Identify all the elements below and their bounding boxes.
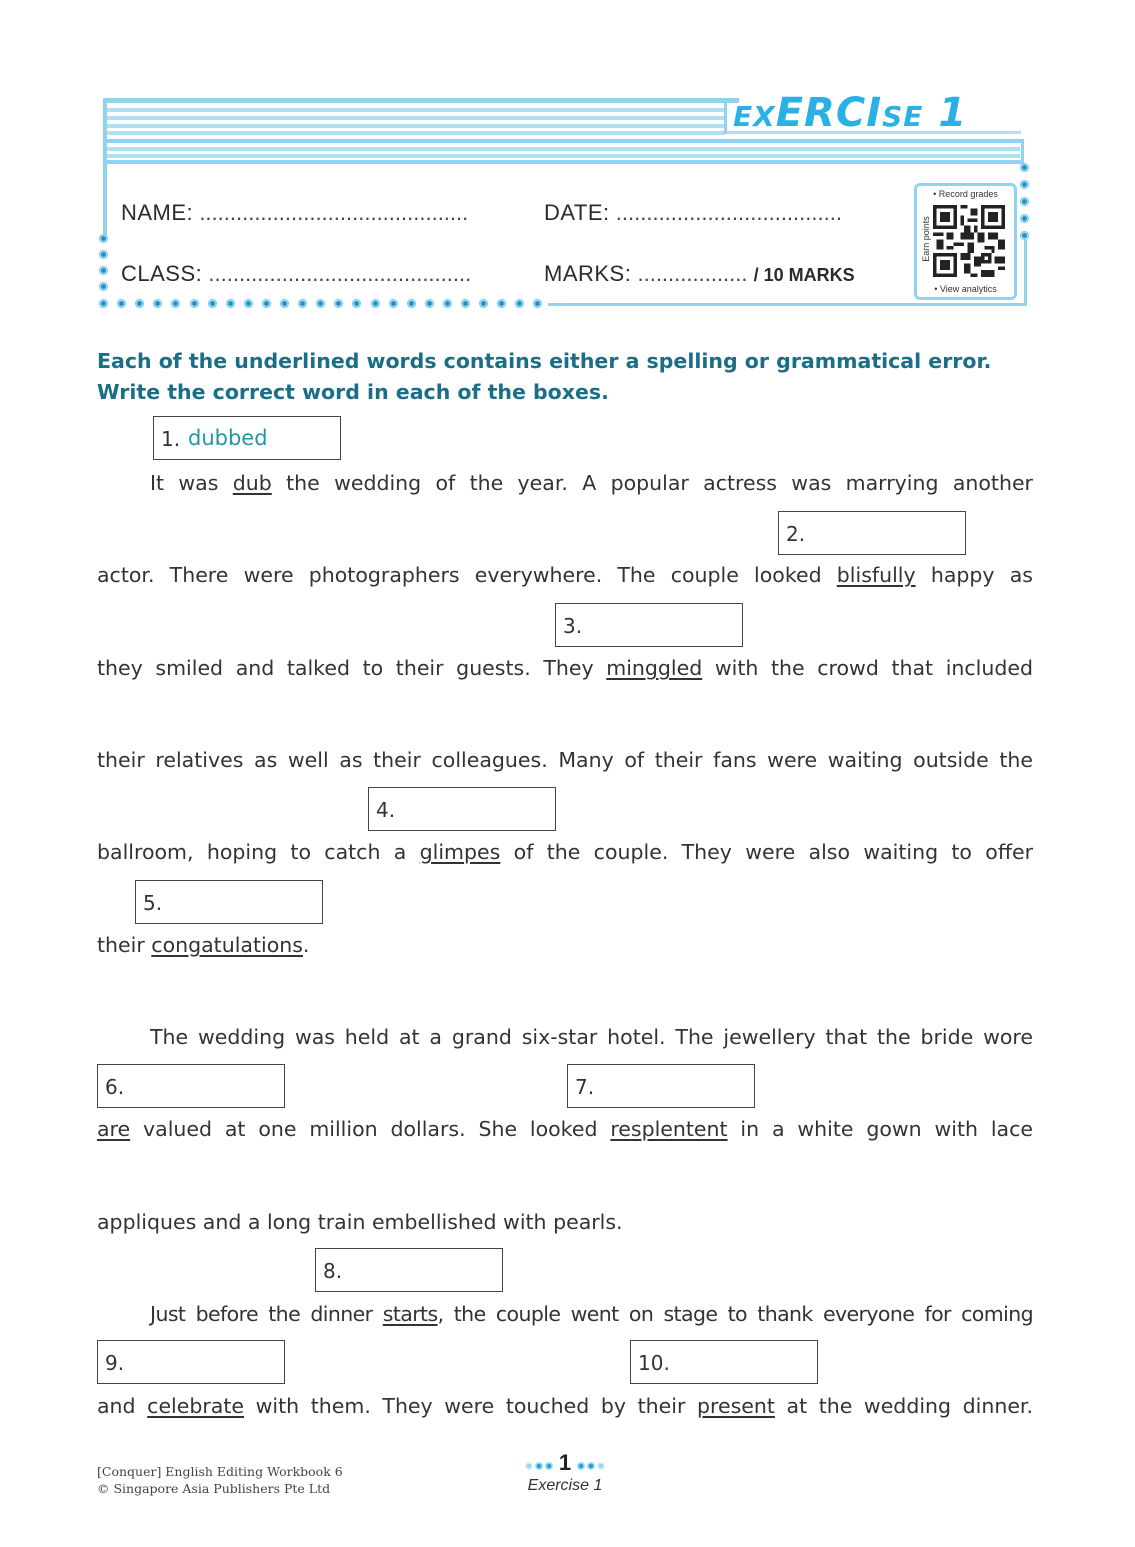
dot-ornament [135,299,144,308]
dot-ornament [515,299,524,308]
dot-ornament [244,299,253,308]
frame-right-lower [1024,240,1027,306]
class-field[interactable] [121,261,471,287]
exercise-title: EXERCISE 1 [733,90,968,136]
date-blank[interactable]: ..................................... [615,200,842,225]
error-word-7: resplentent [610,1117,728,1141]
passage-line-2: actor. There were photographers everywhere. The couple looked blisfully happy as [97,563,1033,587]
error-word-8: starts [382,1302,438,1326]
answer-number: 9. [105,1351,125,1375]
page-number: 1 [558,1450,572,1475]
page-label: Exercise 1 [527,1477,603,1494]
dot-ornament [171,299,180,308]
dot-ornament [479,299,488,308]
dot-ornament [280,299,289,308]
qr-code-icon[interactable] [933,203,1005,279]
instruction-line-2: Write the correct word in each of the boxes. [97,380,609,404]
error-word-3: minggled [606,656,703,680]
class-label: CLASS: [121,261,203,286]
dot-ornament [99,234,108,243]
dot-ornament [99,266,108,275]
error-word-4: glimpes [419,840,501,864]
instructions [97,346,1042,408]
dot-ornament [208,299,217,308]
frame-left [103,98,107,238]
dot-ornament [153,299,162,308]
dot-ornament [1020,163,1029,172]
name-blank[interactable]: ............................................ [199,200,469,225]
qr-bottom-label: • View analytics [934,284,997,294]
dot-ornament [461,299,470,308]
dot-ornament [352,299,361,308]
error-word-10: present [696,1394,775,1418]
dot-ornament [425,299,434,308]
page-number-block [515,1450,615,1476]
passage-line-1: It was dub the wedding of the year. A popular actress was marrying another [150,471,1033,495]
answer-box-9[interactable] [97,1340,285,1384]
dot-ornament [117,299,126,308]
passage-line-11: and celebrate with them. They were touched by their present at the wedding dinner. [97,1394,1033,1418]
answer-box-1[interactable] [153,416,341,460]
passage-line-4: their relatives as well as their colleagues. Many of their fans were waiting outside the [97,748,1033,772]
frame-bottom [548,303,1027,306]
answer-box-2[interactable] [778,511,966,555]
dot-ornament-icon [597,1462,605,1470]
frame-step [724,98,727,134]
dot-ornament [1020,180,1029,189]
error-word-9: celebrate [147,1394,245,1418]
stripe [105,154,1020,158]
answer-number: 1. [161,427,181,451]
dot-ornament [371,299,380,308]
qr-side-label: Earn points [920,216,931,262]
marks-blank[interactable]: .................. [637,261,748,286]
stripe [105,147,1020,151]
dot-ornament [1020,197,1029,206]
answer-number: 10. [638,1351,670,1375]
marks-label: MARKS: [544,261,632,286]
class-blank[interactable]: ........................................... [208,261,472,286]
answer-box-7[interactable] [567,1064,755,1108]
answer-box-6[interactable] [97,1064,285,1108]
dot-ornament-icon [587,1462,595,1470]
error-word-1: dub [232,471,272,495]
dot-ornament [99,282,108,291]
dot-ornament [389,299,398,308]
qr-top-label: • Record grades [933,189,998,199]
answer-number: 2. [786,522,806,546]
passage-line-6: their congatulations. [97,933,310,957]
marks-field[interactable] [544,261,855,287]
stripe [105,116,725,120]
dot-ornament [407,299,416,308]
answer-number: 7. [575,1075,595,1099]
passage-line-9: appliques and a long train embellished with pearls. [97,1210,623,1234]
passage-line-10: Just before the dinner starts, the couple went on stage to thank everyone for coming [150,1302,1034,1326]
passage-line-8: are valued at one million dollars. She looked resplentent in a white gown with lace [97,1117,1033,1141]
dot-ornament [316,299,325,308]
answer-number: 3. [563,614,583,638]
answer-text[interactable]: dubbed [188,426,268,450]
answer-box-5[interactable] [135,880,323,924]
passage-line-3: they smiled and talked to their guests. They minggled with the crowd that included [97,656,1034,680]
dot-ornament-icon [535,1462,543,1470]
dot-ornament [533,299,542,308]
error-word-6: are [97,1117,131,1141]
name-field[interactable] [121,200,468,226]
stripe [105,124,725,128]
error-word-5: congatulations [151,933,303,957]
stripe [105,108,725,112]
name-label: NAME: [121,200,194,225]
dot-ornament-icon [545,1462,553,1470]
copyright: © Singapore Asia Publishers Pte Ltd [97,1481,331,1496]
answer-number: 4. [376,798,396,822]
date-field[interactable] [544,200,842,226]
dot-ornament [334,299,343,308]
qr-code-panel[interactable] [914,183,1017,300]
passage-line-7: The wedding was held at a grand six-star hotel. The jewellery that the bride wore [150,1025,1033,1049]
answer-number: 6. [105,1075,125,1099]
answer-box-8[interactable] [315,1248,503,1292]
dot-ornament [1020,231,1029,240]
date-label: DATE: [544,200,610,225]
dot-ornament [99,250,108,259]
answer-box-10[interactable] [630,1340,818,1384]
dot-ornament [298,299,307,308]
dot-ornament [443,299,452,308]
marks-total: / 10 MARKS [753,265,855,285]
answer-box-3[interactable] [555,603,743,647]
answer-number: 5. [143,891,163,915]
instruction-line-1: Each of the underlined words contains either a spelling or grammatical error. [97,349,992,373]
dot-ornament [99,299,108,308]
answer-box-4[interactable] [368,787,556,831]
dot-ornament [226,299,235,308]
stripe [105,131,725,135]
passage-line-5: ballroom, hoping to catch a glimpes of the couple. They were also waiting to offer [97,840,1034,864]
dot-ornament [190,299,199,308]
answer-number: 8. [323,1259,343,1283]
book-title: [Conquer] English Editing Workbook 6 [97,1464,343,1479]
error-word-2: blisfully [836,563,916,587]
dot-ornament-icon [525,1462,533,1470]
dot-ornament-icon [577,1462,585,1470]
stripe [103,160,1023,164]
dot-ornament [1020,214,1029,223]
footer-credits [97,1463,343,1497]
dot-ornament [262,299,271,308]
dot-ornament [497,299,506,308]
stripe [103,98,739,103]
